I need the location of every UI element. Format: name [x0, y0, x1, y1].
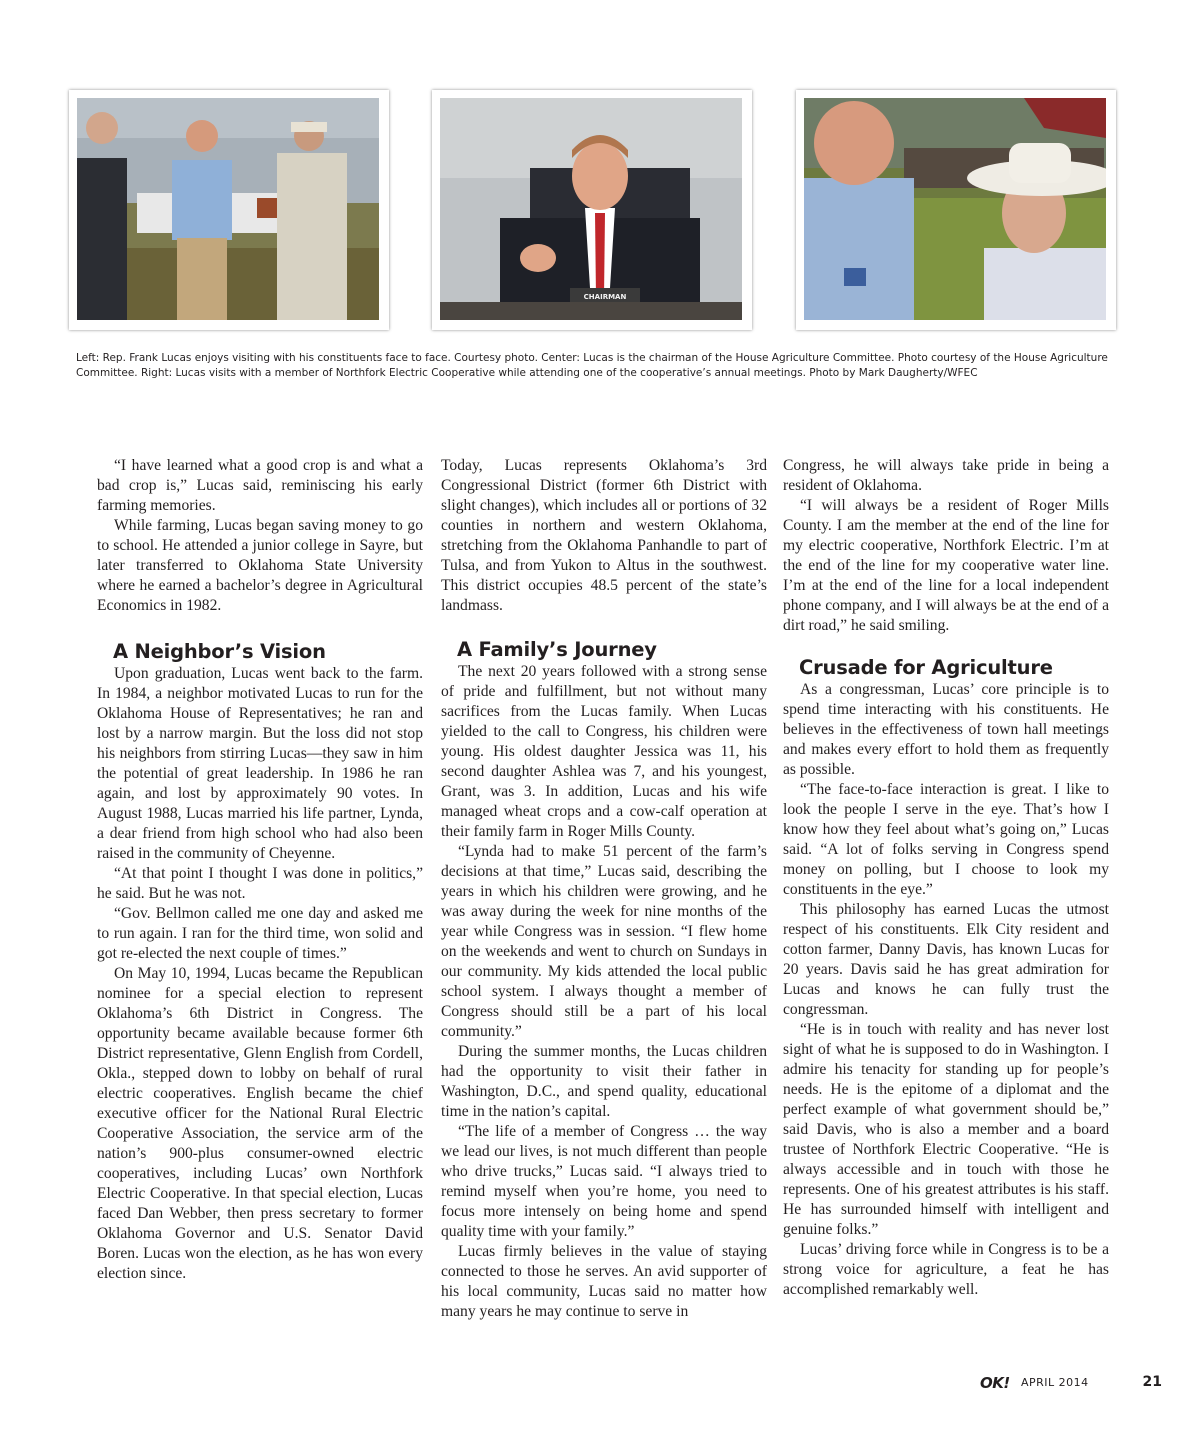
page-footer	[980, 1374, 1170, 1394]
paragraph: During the summer months, the Lucas children had the opportunity to visit their father in Washington, D.C., and spend quality, educational time in the nation’s capital.	[441, 1043, 767, 1120]
paragraph: Upon graduation, Lucas went back to the farm. In 1984, a neighbor motivated Lucas to run for the Oklahoma House of Representatives; he ran and lost by a narrow margin. But the loss did not stop his neighbors from stirring Lucas—they saw in him the potential of great leadership. In 1986 he ran again, and lost by approximately 90 votes. In August 1988, Lucas married his life partner, Lynda, a dear friend from high school who had also been raised in the community of Cheyenne.	[97, 665, 423, 862]
section-heading-neighbors-vision: A Neighbor’s Vision	[113, 640, 326, 663]
paragraph: Today, Lucas represents Oklahoma’s 3rd Congressional District (former 6th District with slight changes), which includes all or portions of 32 counties in northern and western Oklahoma, stretching from the Oklahoma Panhandle to part of Tulsa, and from Yukon to Altus in the southwest. This district occupies 48.5 percent of the state’s landmass.	[441, 457, 767, 614]
paragraph: “I will always be a resident of Roger Mills County. I am the member at the end of the line for my electric cooperative, Northfork Electric. I’m at the end of the line for my cooperative water line. I’m at the end of the line for a local independent phone company, and I will always be at the end of a dirt road,” he said smiling.	[783, 497, 1109, 634]
paragraph: “The face-to-face interaction is great. I like to look the people I serve in the eye. That’s how I know how they feel about what’s going on,” Lucas said. “A lot of folks serving in Congress spend money on polling, but I choose to look my constituents in the eye.”	[783, 781, 1109, 898]
paragraph: Lucas’ driving force while in Congress is to be a strong voice for agriculture, a feat he has accomplished remarkably well.	[783, 1241, 1109, 1298]
issue-date: APRIL 2014	[1021, 1376, 1089, 1389]
photo-lucas-with-constituents	[77, 98, 379, 320]
page-number: 21	[1142, 1374, 1162, 1390]
paragraph: While farming, Lucas began saving money to go to school. He attended a junior college in Sayre, but later transferred to Oklahoma State University where he earned a bachelor’s degree in Agricultural Economics in 1982.	[97, 517, 423, 614]
paragraph: Congress, he will always take pride in being a resident of Oklahoma.	[783, 457, 1109, 494]
article-column-3	[783, 456, 1109, 1300]
paragraph: “At that point I thought I was done in politics,” he said. But he was not.	[97, 865, 423, 902]
photo-right	[796, 90, 1116, 330]
photo-lucas-chairman	[440, 98, 742, 320]
photo-caption: Left: Rep. Frank Lucas enjoys visiting with his constituents face to face. Courtesy photo. Center: Lucas is the chairman of the House Agriculture Committee. Photo courtesy of the House Agriculture Committee. Right: Lucas visits with a member of Northfork Electric Cooperative while attending one of the cooperative’s annual meetings. Photo by Mark Daugherty/WFEC	[76, 352, 1108, 379]
paragraph: The next 20 years followed with a strong sense of pride and fulfillment, but not without many sacrifices from the Lucas family. When Lucas yielded to the call to Congress, his children were young. His oldest daughter Jessica was 11, his second daughter Ashlea was 7, and his youngest, Grant, was 3. In addition, Lucas and his wife managed wheat crops and a cow-calf operation at their family farm in Roger Mills County.	[441, 663, 767, 840]
article-column-2	[441, 456, 767, 1322]
paragraph: On May 10, 1994, Lucas became the Republican nominee for a special election to represent Oklahoma’s 6th District in Congress. The opportunity became available because former 6th District representative, Glenn English from Cordell, Okla., stepped down to lobby on behalf of rural electric cooperatives. English became the chief executive officer for the National Rural Electric Cooperative Association, the service arm of the nation’s 900-plus consumer-owned electric cooperatives, including Lucas’ own Northfork Electric Cooperative. In that special election, Lucas faced Dan Webber, then press secretary to former Oklahoma Governor and U.S. Senator David Boren. Lucas won the election, as he has won every election since.	[97, 965, 423, 1282]
paragraph: “Lynda had to make 51 percent of the farm’s decisions at that time,” Lucas said, describing the years in which his children were growing, and he was away during the week for nine months of the year while Congress was in session. “I flew home on the weekends and went to church on Sundays in our community. My kids attended the local public school system. I always thought a member of Congress should still be a part of his local community.”	[441, 843, 767, 1040]
section-heading-familys-journey: A Family’s Journey	[457, 638, 657, 661]
magazine-logo: OK!	[980, 1374, 1010, 1392]
section-heading-crusade-for-agriculture: Crusade for Agriculture	[799, 656, 1053, 679]
paragraph: This philosophy has earned Lucas the utmost respect of his constituents. Elk City resident and cotton farmer, Danny Davis, has known Lucas for 20 years. Davis said he has great admiration for Lucas and knows he can fully trust the congressman.	[783, 901, 1109, 1018]
photo-lucas-with-member	[804, 98, 1106, 320]
paragraph: As a congressman, Lucas’ core principle is to spend time interacting with his constituents. He believes in the effectiveness of town hall meetings and makes every effort to hold them as frequently as possible.	[783, 681, 1109, 778]
chairman-placard: CHAIRMAN	[583, 293, 627, 301]
article-column-1	[97, 456, 423, 1284]
paragraph: “He is in touch with reality and has never lost sight of what he is supposed to do in Washington. I admire his tenacity for standing up for people’s needs. He is the epitome of a diplomat and the perfect example of what government should be,” said Davis, who is also a member and a board trustee of Northfork Electric Cooperative. “He is always accessible and in touch with those he represents. One of his greatest attributes is his staff. He has surrounded himself with intelligent and genuine folks.”	[783, 1021, 1109, 1238]
paragraph: “Gov. Bellmon called me one day and asked me to run again. I ran for the third time, won solid and got re-elected the next couple of times.”	[97, 905, 423, 962]
photo-left	[69, 90, 389, 330]
paragraph: Lucas firmly believes in the value of staying connected to those he serves. An avid supporter of his local community, Lucas said no matter how many years he may continue to serve in	[441, 1243, 767, 1320]
paragraph: “The life of a member of Congress … the way we lead our lives, is not much different than people who drive trucks,” Lucas said. “I always tried to remind myself when you’re home, you need to focus more intensely on being home and spend quality time with your family.”	[441, 1123, 767, 1240]
photo-center	[432, 90, 752, 330]
paragraph: “I have learned what a good crop is and what a bad crop is,” Lucas said, reminiscing his early farming memories.	[97, 457, 423, 514]
